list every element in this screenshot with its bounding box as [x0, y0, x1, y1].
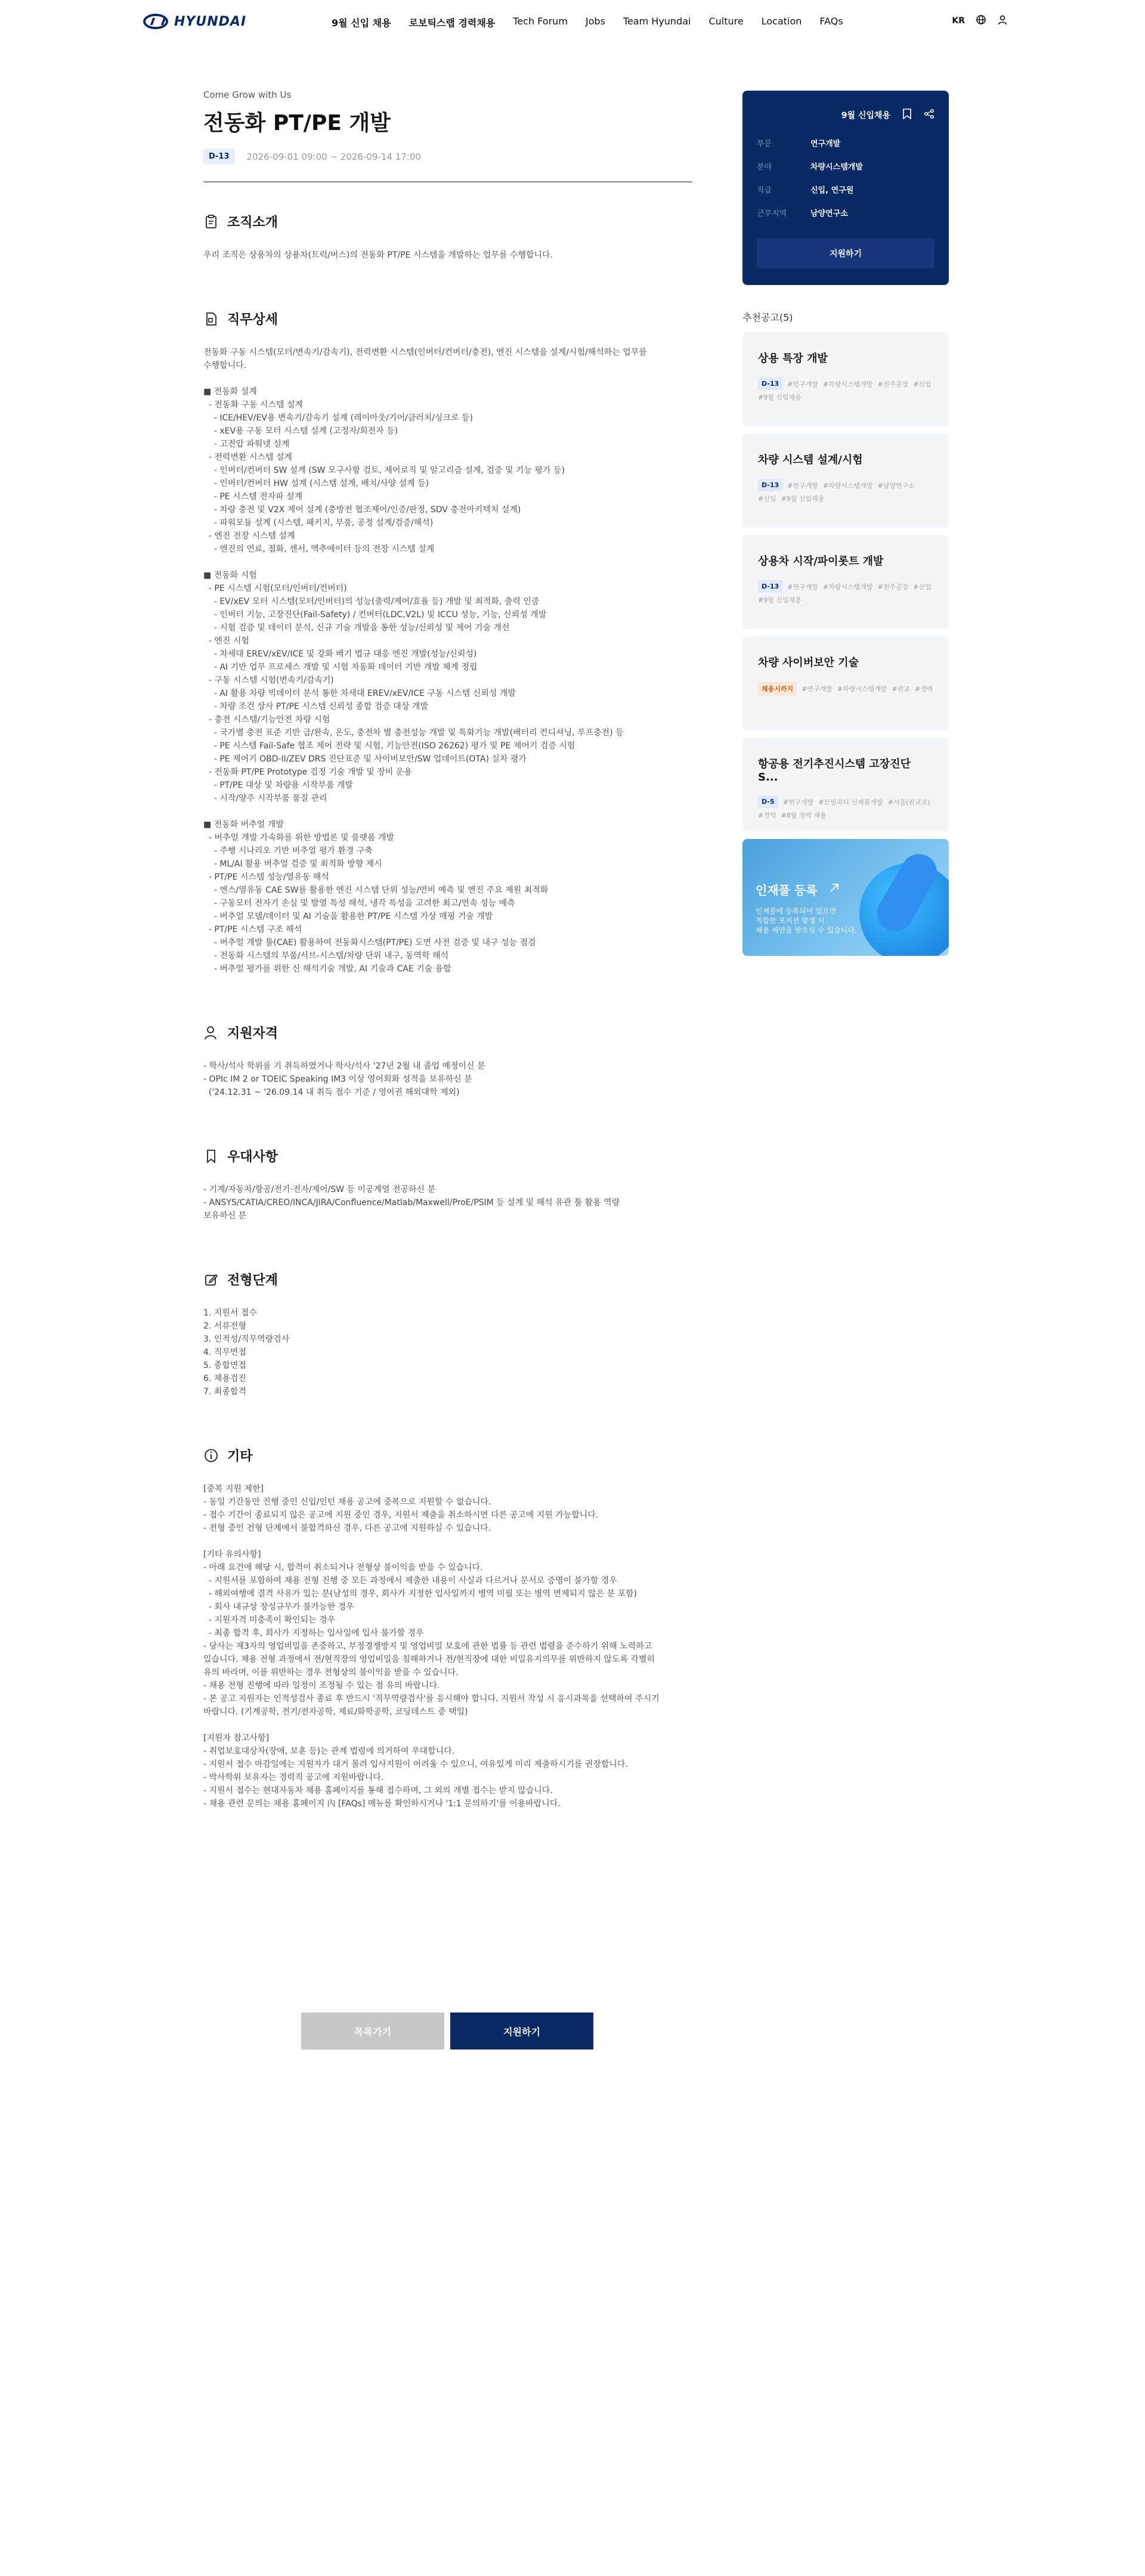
apply-button[interactable]: 지원하기: [450, 2012, 593, 2049]
arrow-up-right-icon: [828, 882, 840, 897]
nav-item-location[interactable]: Location: [761, 16, 802, 27]
nav-item-september-recruit[interactable]: 9월 신입 채용: [332, 17, 391, 29]
tag: #남양연구소: [877, 481, 915, 490]
nav-item-robotics-lab[interactable]: 로보틱스랩 경력채용: [409, 17, 496, 29]
tag: #판교: [892, 685, 910, 693]
recommend-tags: [758, 795, 933, 820]
banner-title-text: 인재풀 등록: [756, 883, 818, 897]
user-icon[interactable]: [997, 14, 1008, 27]
share-icon[interactable]: [924, 109, 934, 122]
summary-key: 직급: [757, 186, 772, 195]
summary-row: [757, 137, 934, 148]
tag: #모빌리티 신제품개발: [818, 798, 883, 806]
recommend-card[interactable]: [742, 738, 949, 832]
bottom-actions: [301, 2012, 593, 2049]
recommend-title: 추천공고(5): [742, 312, 793, 323]
summary-key: 부문: [757, 140, 772, 148]
section-title: 지원자격: [227, 1026, 278, 1041]
recommend-job-name: 차량 사이버보안 기술: [758, 657, 859, 669]
recommend-tags: [758, 479, 933, 503]
side-panel: [742, 91, 949, 956]
section-title: 전형단계: [227, 1273, 278, 1288]
info-icon: [203, 1448, 219, 1463]
back-to-list-button[interactable]: 목록가기: [301, 2012, 444, 2049]
summary-row: [757, 160, 934, 172]
tag: #경력: [758, 812, 776, 819]
person-icon: [203, 1025, 219, 1041]
tag: #9월 신입채용: [758, 394, 802, 401]
tag: #연구개발: [782, 798, 814, 806]
application-period: 2026-09-01 09:00 ~ 2026-09-14 17:00: [246, 151, 421, 162]
section-body: [중복 지원 제한] - 동일 기간동안 진행 중인 신입/인턴 채용 공고에 중복으로 지원할 수 없습니다. - 접수 기간이 종료되지 않은 공고에 지원 중인 경우, 지원서 제출을 취소하시면 다른 공고에 지원 가능합니다. - 전형 중인 전형 단계에서 불합격하신 경우, 다른 공고에 지원하실 수 있습니다. [기타 유의사항] - 아래 요건에 해당 시, 합격이 취소되거나 전형상 불이익을 받을 수 있습니다. - 지원서를 포함하여 채용 전형 진행 중 모든 과정에서 제출한 내용이 사실과 다르거나 문서로 증명이 불가할 경우 - 해외여행에 결격 사유가 있는 분(남성의 경우, 회사가 지정한 입사일까지 병역 미필 또는 병역 면제되지 않은 분 포함) - 회사 내규상 장성규무가 불가능한 경우 - 지원자격 미충족이 확인되는 경우 - 최종 합격 후, 회사가 지정하는 입사일에 입사 불가할 경우 - 당사는 제3자의 영업비밀을 존중하고, 부정경쟁방지 및 영업비밀 보호에 관한 법률 등 관련 법령을 준수하기 위해 노력하고 있습니다. 채용 전형 과정에서 전/현직장의 영업비밀을 침해하거나 전/현직장에 대한 비밀유지의무를 위반하지 않도록 각별히 유의 바라며, 이를 위반하는 경우 전형상의 불이익을 받을 수 있습니다. - 채용 전형 진행에 따라 일정이 조정될 수 있는 점 유의 바랍니다. - 본 공고 지원자는 인적성검사 종료 후 반드시 '직무역량검사'를 응시해야 합니다. 지원서 작성 시 응시과목을 선택하여 주시기 바랍니다. (기계공학, 전기/전자공학, 제료/화학공학, 코딩테스트 중 택일) [지원자 참고사항] - 취업보호대상자(장애, 보훈 등)는 관계 법령에 의거하여 우대합니다. - 지원서 접수 마감일에는 지원자가 대거 몰려 입사지원이 어려울 수 있으니, 여유있게 미리 제출하시기를 권장합니다. - 박사학위 보유자는 경력직 공고에 지원바랍니다. - 지원서 접수는 현대자동차 채용 홈페이지를 통해 접수하며, 그 외의 개별 접수는 받지 않습니다. - 채용 관련 문의는 채용 홈페이지 內 [FAQs] 메뉴를 확인하시거나 '1:1 문의하기'를 이용바랍니다.: [203, 1484, 660, 1809]
recommend-job-name: 상용 특장 개발: [758, 352, 828, 365]
section-body: 1. 지원서 접수 2. 서류전형 3. 인적성/직무역량검사 4. 직무면접 5. 종합면접 6. 채용검진 7. 최종합격: [203, 1308, 290, 1397]
tag: #신입: [758, 495, 776, 503]
logo-text: HYUNDAI: [174, 14, 247, 29]
tag: #연구개발: [802, 685, 833, 693]
tag: #차량시스템개발: [822, 380, 873, 388]
dday-badge: D-13: [758, 580, 782, 593]
section-header: [203, 1023, 692, 1042]
section-title: 직무상세: [227, 312, 278, 327]
language-selector[interactable]: KR: [952, 16, 965, 26]
nav-item-faqs[interactable]: FAQs: [819, 16, 843, 27]
section-qualifications: [203, 1023, 692, 1099]
tag: #차량시스템개발: [822, 583, 873, 591]
section-body: - 기계/자동차/항공/전기·전자/제어/SW 등 이공계열 전공하신 분 - ANSYS/CATIA/CREO/INCA/JIRA/Confluence/Matlab/Maxwell/ProE/PSIM 등 설계 및 해석 유관 툴 활용 역량 보유하신 분: [203, 1185, 620, 1221]
recommend-tags: [758, 377, 933, 402]
globe-icon[interactable]: [976, 14, 986, 27]
nav-item-team-hyundai[interactable]: Team Hyundai: [623, 16, 691, 27]
document-icon: [203, 311, 219, 327]
summary-key: 근무지역: [757, 209, 787, 218]
tag: #경력: [914, 685, 933, 693]
recommend-job-name: 차량 시스템 설계/시험: [758, 454, 863, 466]
section-title: 조직소개: [227, 215, 278, 230]
section-header: [203, 309, 692, 328]
tag: #차량시스템개발: [822, 481, 873, 490]
utility-menu: [952, 14, 1008, 27]
section-org: [203, 212, 692, 262]
nav-item-culture[interactable]: Culture: [708, 16, 744, 27]
dday-badge: D-13: [203, 148, 235, 165]
tag: #전주공장: [877, 380, 909, 388]
summary-key: 분야: [757, 163, 772, 172]
recommend-job-name: 상용차 시작/파이롯트 개발: [758, 555, 884, 568]
tag: #연구개발: [787, 380, 818, 388]
main-nav: [332, 16, 843, 29]
recommend-tags: [758, 580, 933, 605]
dday-badge: D-5: [758, 795, 778, 808]
side-apply-button[interactable]: 지원하기: [757, 239, 934, 268]
tag: #전주공장: [877, 583, 909, 591]
recommend-tags: [758, 682, 933, 696]
dday-badge: D-13: [758, 377, 782, 390]
tag: #9월 신입채용: [781, 495, 825, 503]
section-process: [203, 1270, 692, 1398]
tag: #차량시스템개발: [837, 685, 887, 693]
section-header: [203, 1147, 692, 1165]
recommend-card[interactable]: [742, 332, 949, 426]
section-header: [203, 212, 692, 231]
summary-row: [757, 184, 934, 195]
tag: #8월 경력 채용: [781, 812, 827, 819]
talent-pool-banner[interactable]: [742, 839, 949, 956]
bookmark-icon: [203, 1148, 219, 1164]
section-preferred: [203, 1147, 692, 1222]
page-title: 전동화 PT/PE 개발: [203, 111, 391, 135]
section-title: 우대사항: [227, 1150, 278, 1165]
section-header: [203, 1270, 692, 1289]
tag: #9월 신입채용: [758, 596, 802, 604]
summary-value: 신입, 연구원: [810, 186, 854, 195]
nav-item-jobs[interactable]: Jobs: [585, 16, 605, 27]
hyundai-logo[interactable]: [143, 13, 246, 30]
tag: #신입: [913, 380, 932, 388]
dday-badge: D-13: [758, 479, 782, 491]
section-etc: [203, 1446, 692, 1810]
tag: #연구개발: [787, 583, 818, 591]
top-navigation: [0, 0, 1145, 43]
recruit-label: 9월 신입채용: [841, 111, 890, 120]
recommend-job-name: 항공용 전기추진시스템 고장진단 S...: [758, 758, 911, 784]
summary-value: 차량시스템개발: [810, 163, 863, 172]
nav-item-tech-forum[interactable]: Tech Forum: [513, 16, 568, 27]
summary-value: 남양연구소: [810, 209, 848, 218]
tag: #연구개발: [787, 481, 818, 490]
deadline-badge: 채용시까지: [758, 682, 797, 696]
summary-row: [757, 207, 934, 218]
section-title: 기타: [227, 1449, 253, 1464]
section-body: - 학사/석사 학위를 기 취득하였거나 학사/석사 '27년 2월 내 졸업 예정이신 분 - OPIc IM 2 or TOEIC Speaking IM3 이상 영어회화 성적을 보유하신 분 ('24.12.31 ~ '26.09.14 내 취득 점수 기준 / 영어권 해외대학 제외): [203, 1061, 485, 1097]
recommend-card[interactable]: [742, 535, 949, 629]
summary-header: [757, 109, 934, 122]
hyundai-logo-icon: [143, 14, 168, 29]
recommend-card[interactable]: [742, 636, 949, 730]
eyebrow-text: Come Grow with Us: [203, 89, 292, 100]
banner-description: 인재풀에 등록되어 있으면 적합한 포지션 발생 시 채용 제안을 받으실 수 있습니다.: [756, 907, 857, 934]
section-header: [203, 1446, 692, 1465]
section-body: 전동화 구동 시스템(모터/변속기/감속기), 전력변환 시스템(인버터/컨버터/충전), 엔진 시스템을 설계/시험/해석하는 업무를 수행합니다. ■ 전동화 설계 - 전동화 구동 시스템 설계 - ICE/HEV/EV용 변속기/감속기 설계 (레이아웃/기어/클러치/싱크로 등) - xEV용 구동 모터 시스템 설계 (고정자/회전자 등) - 고전압 파워넷 설계 - 전력변환 시스템 설계 - 인버터/컨버터 SW 설계 (SW 모구사항 검토, 제어로직 및 알고리즘 설계, 검증 및 기능 평가 등) - 인버터/컨버터 HW 설계 (시스템 설계, 배치/사양 설계 등) - PE 시스템 전자파 설계 - 차량 충전 및 V2X 제어 설계 (충방전 협조제어/인증/판정, SDV 충전아키텍처 설계) - 파워모듈 설계 (시스템, 패키지, 부품, 공정 설계/검증/해석) - 엔진 전장 시스템 설계 - 엔진의 연료, 점화, 센서, 액추에이터 등의 전장 시스템 설계 ■ 전동화 시험 - PE 시스템 시험(모터/인버터/컨버터) - EV/xEV 모터 시스템(모터/인버터)의 성능(출력/제어/효율 등) 개발 및 최적화, 출력 인증 - 인버터 기능, 고장진단(Fail-Safety) / 컨버터(LDC,V2L) 및 ICCU 성능, 기능, 신뢰성 개발 - 시험 검증 및 데이터 분석, 신규 기술 개발을 통한 성능/신뢰성 및 제어 기술 개선 - 엔진 시험 - 차세대 EREV/xEV/ICE 및 강화 배기 법규 대응 엔진 개발(성능/신뢰성) - AI 기반 업무 프로세스 개발 및 시험 자동화 데이터 기반 개발 체계 정립 - 구동 시스템 시험(변속기/감속기) - AI 활용 차량 빅데이터 분석 통한 차세대 EREV/xEV/ICE 구동 시스템 신뢰성 개발 - 차량 조건 상사 PT/PE 시스템 신뢰성 종합 검증 대상 개발 - 충전 시스템/기능안전 차량 시험 - 국가별 충전 표준 기반 급/완속, 온도, 충전차 별 충전성능 개발 및 특화기능 개발(배터리 컨디셔닝, 루프충전) 등 - PE 시스템 Fail-Safe 협조 제어 전략 및 시험, 기능안전(ISO 26262) 평가 및 PE 제어기 검증 시험 - PE 제어기 OBD-II/ZEV DRS 진단표준 및 사이버보안/SW 업데이트(OTA) 실차 평가 - 전동화 PT/PE Prototype 검정 기술 개발 및 장비 운용 - PT/PE 대상 및 차량용 시작부품 개발 - 시작/양주 시작부품 품질 관리 ■ 전동화 버추얼 개발 - 버추얼 개발 가속화를 위한 방법론 및 플랫폼 개발 - 주행 시나리오 기반 버추얼 평가 환경 구축 - ML/AI 활용 버추얼 검증 및 최적화 방향 제시 - PT/PE 시스템 성능/열유동 해석 - 엔스/열유동 CAE SW를 활용한 엔진 시스템 단위 성능/연비 예측 및 엔진 주요 제원 최적화 - 구동모터 전자기 손실 및 발열 특성 해석, 냉각 특성을 고려한 최고/연속 성능 예측 - 버추얼 모델/데이터 및 AI 기술을 활용한 PT/PE 시스템 가상 매핑 기술 개발 - PT/PE 시스템 구조 해석 - 버추얼 개발 툴(CAE) 활용하여 전동화시스템(PT/PE) 도면 사전 검증 및 내구 성능 점검 - 전동화 시스템의 부품/서브-시스템/차량 단위 내구, 동역학 해석 - 버추얼 평가를 위한 신 해석기술 개발, AI 기술과 CAE 기술 융합: [203, 348, 647, 974]
job-summary-card: [742, 91, 949, 285]
tag: #서울(판교로): [887, 798, 930, 806]
section-body: 우리 조직은 상용차의 상용차(트럭/버스)의 전동화 PT/PE 시스템을 개발하는 업무를 수행합니다.: [203, 250, 553, 260]
summary-value: 연구개발: [810, 140, 841, 148]
clipboard-icon: [203, 214, 219, 230]
tag: #신입: [913, 583, 932, 591]
job-meta: [203, 148, 692, 182]
job-detail: [203, 89, 692, 1810]
edit-icon: [203, 1272, 219, 1287]
section-duty: [203, 309, 692, 976]
bookmark-icon[interactable]: [902, 109, 912, 122]
recommend-card[interactable]: [742, 434, 949, 528]
